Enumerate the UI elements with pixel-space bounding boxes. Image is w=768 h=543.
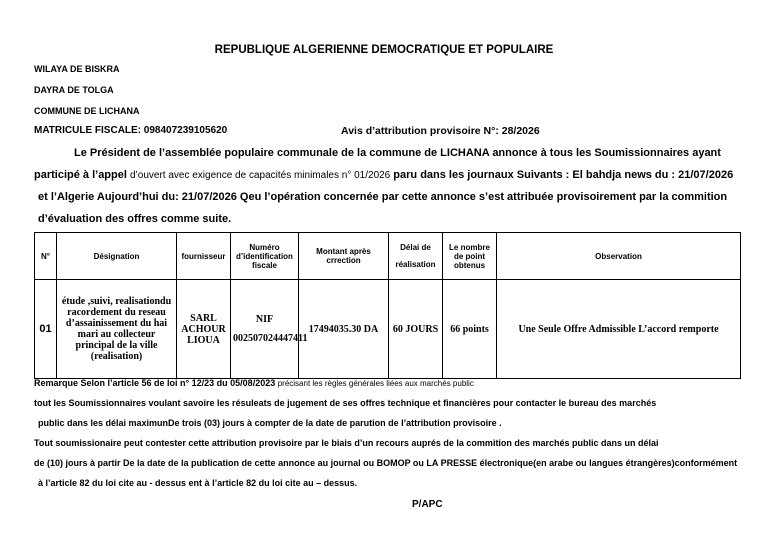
remark-line-4: Tout soumissionaire peut contester cette attribution provisoire par le biais d’un recours auprés de la commition des marchés public dans un délai bbox=[34, 438, 659, 448]
cell-fournisseur: SARL ACHOUR LIOUA bbox=[177, 280, 231, 379]
matricule-line: MATRICULE FISCALE: 098407239105620 bbox=[34, 125, 228, 136]
remark-line-5: de (10) jours à partir De la date de la publication de cette annonce au journal ou BOMOP ou LA PRESSE électronique(en arabe ou langues étrangères)conformément bbox=[34, 458, 738, 468]
cell-nif-value: 002507024447411 bbox=[233, 333, 308, 344]
cell-nif bbox=[231, 280, 308, 379]
remark-line-1a: Remarque Selon l’article 56 de loi n° 12/23 du 05/08/2023 bbox=[34, 378, 278, 388]
header-fournisseur: fournisseur bbox=[177, 233, 231, 280]
header-delai-a: Délai de bbox=[400, 243, 431, 252]
wilaya-line: WILAYA DE BISKRA bbox=[34, 64, 120, 74]
cell-nif-label: NIF bbox=[255, 314, 274, 325]
cell-observation: Une Seule Offre Admissible L’accord remporte bbox=[497, 280, 741, 379]
header-delai bbox=[389, 233, 443, 280]
cell-designation: étude ,suivi, realisationdu racordement du reseau d’assainissement du hai mari au collecteur principal de la ville (realisation) bbox=[57, 280, 177, 379]
remark-line-3: public dans les délai maximunDe trois (03) jours à compter de la date de parution de l’attribution provisoire . bbox=[38, 418, 502, 428]
header-montant: Montant après crrection bbox=[299, 233, 389, 280]
remark-line-1b: précisant les règles générales liées aux marchés public bbox=[277, 379, 474, 388]
table-row bbox=[35, 280, 741, 379]
header-delai-b: réalisation bbox=[395, 260, 436, 269]
header-points: Le nombre de point obtenus bbox=[443, 233, 497, 280]
header-nif: Numéro d’identification fiscale bbox=[231, 233, 299, 280]
intro-line-2c: paru dans les journaux Suivants : El bahdja news du : 21/07/2026 bbox=[390, 169, 734, 181]
intro-line-2a: participé à l’appel bbox=[34, 169, 130, 181]
intro-line-1: Le Président de l’assemblée populaire communale de la commune de LICHANA annonce à tous les Soumissionnaires ayant bbox=[74, 147, 721, 159]
intro-line-2 bbox=[34, 169, 733, 181]
document-title: REPUBLIQUE ALGERIENNE DEMOCRATIQUE ET POPULAIRE bbox=[214, 44, 554, 56]
cell-montant: 17494035.30 DA bbox=[299, 280, 389, 379]
avis-title: Avis d’attribution provisoire N°: 28/2026 bbox=[341, 125, 540, 137]
intro-line-2b: d’ouvert avec exigence de capacités minimales n° 01/2026 bbox=[129, 170, 391, 181]
commune-line: COMMUNE DE LICHANA bbox=[34, 106, 140, 116]
attribution-table bbox=[34, 232, 741, 379]
cell-delai: 60 JOURS bbox=[389, 280, 443, 379]
remark-line-1 bbox=[34, 378, 474, 388]
dayra-line: DAYRA DE TOLGA bbox=[34, 85, 114, 95]
remark-line-2: tout les Soumissionnaires voulant savoire les résuleats de jugement de ses offres technique et financières pour contacter le bureau des marchés bbox=[34, 398, 657, 408]
header-designation: Désignation bbox=[57, 233, 177, 280]
intro-line-4: d’évaluation des offres comme suite. bbox=[38, 213, 232, 225]
cell-num: 01 bbox=[35, 280, 57, 379]
signature: P/APC bbox=[412, 499, 443, 510]
intro-line-3: et l’Algerie Aujourd’hui du: 21/07/2026 Qeu l’opération concernée par cette annonce s’est attribuée provisoirement par la commition bbox=[38, 191, 728, 203]
table-header-row bbox=[35, 233, 741, 280]
cell-points: 66 points bbox=[443, 280, 497, 379]
remark-line-6: à l’article 82 du loi cite au - dessus ent à l’article 82 du loi cite au – dessus. bbox=[38, 478, 358, 488]
header-observation: Observation bbox=[497, 233, 741, 280]
header-num: N° bbox=[35, 233, 57, 280]
